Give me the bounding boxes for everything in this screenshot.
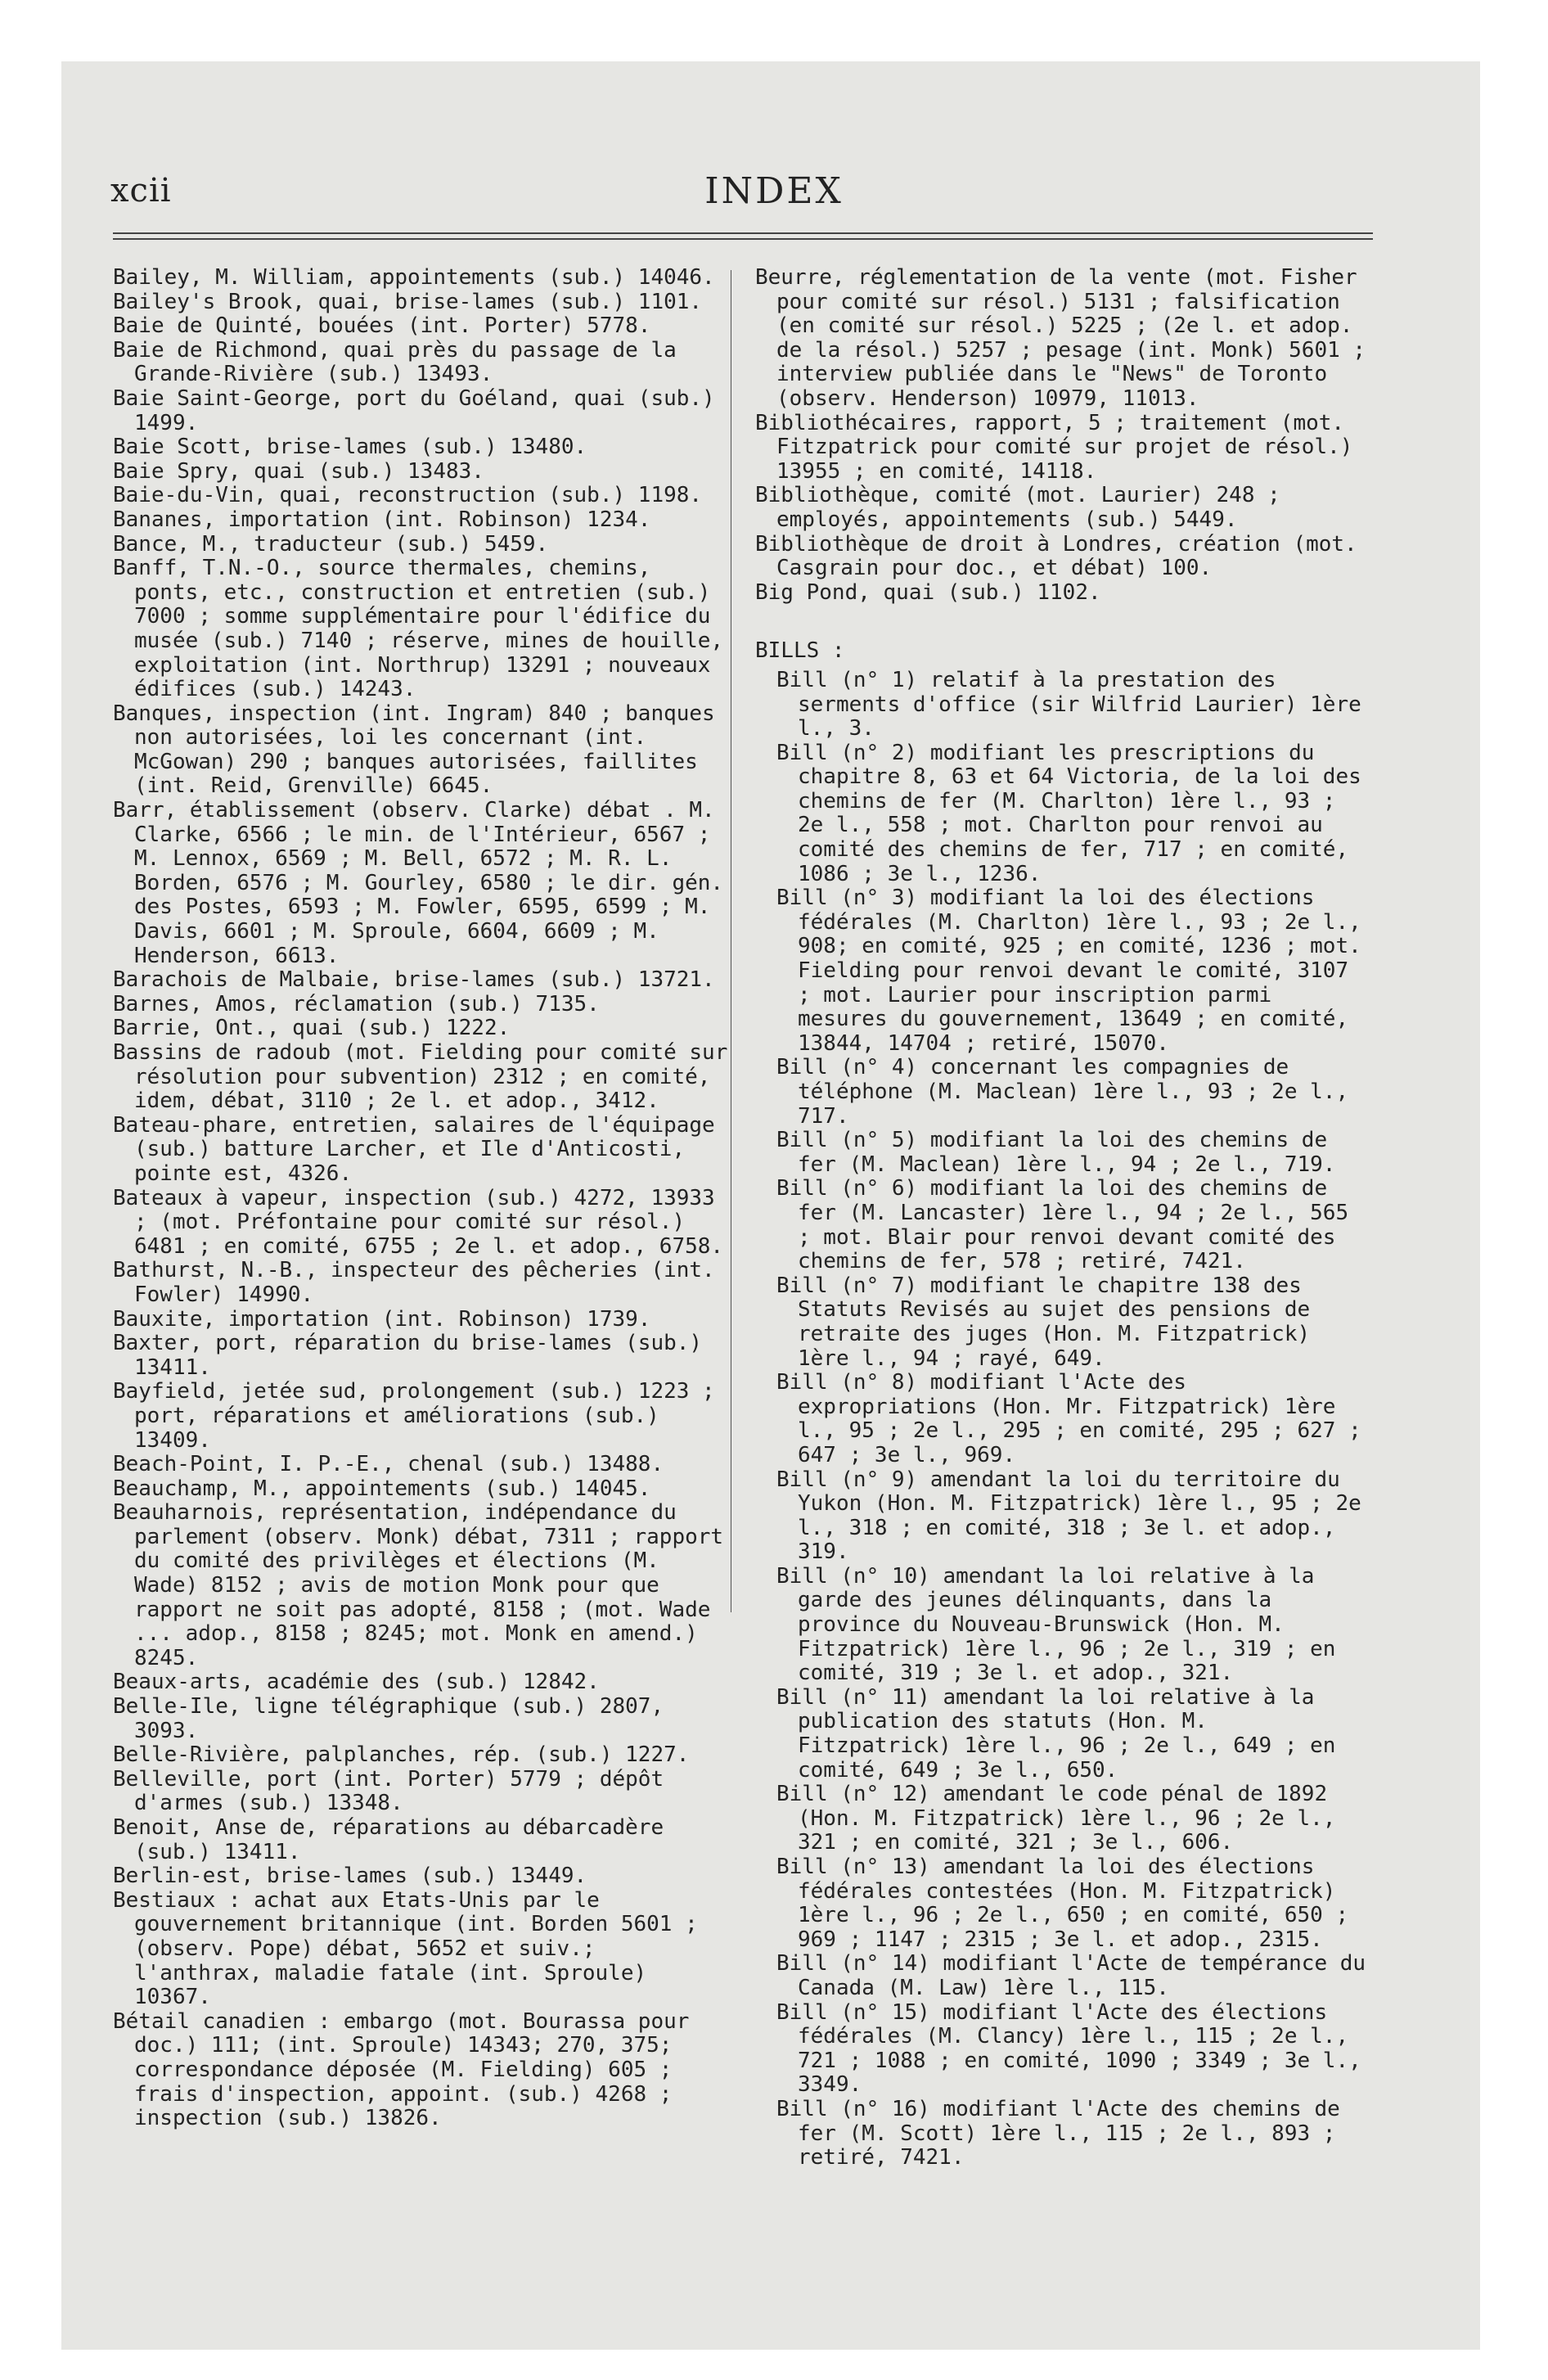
index-entry: Baie-du-Vin, quai, reconstruction (sub.) 1198. — [113, 483, 703, 508]
right-column-entries — [755, 266, 1373, 605]
index-entry: Bill (n° 6) modifiant la loi des chemins de fer (M. Lancaster) 1ère l., 94 ; 2e l., 565 ; mot. Blair pour renvoi devant comité des chemins de fer, 578 ; retiré, 7421. — [776, 1176, 1349, 1274]
index-entry: Bill (n° 4) concernant les compagnies de téléphone (M. Maclean) 1ère l., 93 ; 2e l., 717. — [776, 1055, 1349, 1129]
index-entry: Baie de Richmond, quai près du passage de la Grande-Rivière (sub.) 13493. — [113, 337, 677, 387]
index-entry: Bibliothèque de droit à Londres, création (mot. Casgrain pour doc., et débat) 100. — [755, 531, 1357, 581]
index-entry: Baie Saint-George, port du Goéland, quai (sub.) 1499. — [113, 385, 715, 435]
index-entry: Beauchamp, M., appointements (sub.) 14045. — [113, 1476, 651, 1501]
index-entry: Beauharnois, représentation, indépendance du parlement (observ. Monk) débat, 7311 ; rapport du comité des privilèges et élections (M. Wade) 8152 ; avis de motion Monk pour que rapport ne soit pas adopté, 8158 ; (mot. Wade ... adop., 8158 ; 8245; mot. Monk en amend.) 8245. — [113, 1500, 724, 1670]
index-entry: Big Pond, quai (sub.) 1102. — [755, 579, 1101, 605]
index-entry: Belle-Ile, ligne télégraphique (sub.) 2807, 3093. — [113, 1694, 664, 1743]
index-entry: Bill (n° 9) amendant la loi du territoire du Yukon (Hon. M. Fitzpatrick) 1ère l., 95 ; 2e l., 318 ; en comité, 318 ; 3e l. et adop., 319. — [776, 1467, 1361, 1565]
index-entry: Bill (n° 5) modifiant la loi des chemins de fer (M. Maclean) 1ère l., 94 ; 2e l., 719. — [776, 1128, 1336, 1177]
index-entry: Bill (n° 10) amendant la loi relative à la garde des jeunes délinquants, dans la province du Nouveau-Brunswick (Hon. M. Fitzpatrick) 1ère l., 96 ; 2e l., 319 ; en comité, 319 ; 3e l. et adop., 321. — [776, 1563, 1336, 1686]
index-entry: Baie Scott, brise-lames (sub.) 13480. — [113, 435, 587, 460]
index-entry: Bill (n° 7) modifiant le chapitre 138 des Statuts Revisés au sujet des pensions de retraite des juges (Hon. M. Fitzpatrick) 1ère l., 94 ; rayé, 649. — [776, 1273, 1311, 1371]
index-entry: Belleville, port (int. Porter) 5779 ; dépôt d'armes (sub.) 13348. — [113, 1766, 664, 1816]
index-entry: Bétail canadien : embargo (mot. Bourassa pour doc.) 111; (int. Sproule) 14343; 270, 375; correspondance déposée (M. Fielding) 605 ; frais d'inspection, appoint. (sub.) 4268 ; inspection (sub.) 13826. — [113, 2008, 690, 2131]
index-entry: Bill (n° 11) amendant la loi relative à la publication des statuts (Hon. M. Fitzpatrick) 1ère l., 96 ; 2e l., 649 ; en comité, 649 ; 3e l., 650. — [776, 1684, 1336, 1783]
index-entry: Barnes, Amos, réclamation (sub.) 7135. — [113, 991, 600, 1016]
index-entry: Benoit, Anse de, réparations au débarcadère (sub.) 13411. — [113, 1815, 664, 1864]
bills-heading: BILLS : — [755, 638, 845, 664]
index-entry: Beach-Point, I. P.-E., chenal (sub.) 13488. — [113, 1452, 664, 1477]
index-entry: Banques, inspection (int. Ingram) 840 ; banques non autorisées, loi les concernant (int. McGowan) 290 ; banques autorisées, faillites (int. Reid, Grenville) 6645. — [113, 701, 715, 799]
index-entry: Bill (n° 3) modifiant la loi des élections fédérales (M. Charlton) 1ère l., 93 ; 2e l., 908; en comité, 925 ; en comité, 1236 ; mot. Fielding pour renvoi devant le comité, 3107 ; mot. Laurier pour inscription parmi mesures du gouvernement, 13649 ; en comité, 13844, 14704 ; retiré, 15070. — [776, 886, 1361, 1056]
index-entry: Barachois de Malbaie, brise-lames (sub.) 13721. — [113, 967, 715, 993]
index-entry: Bance, M., traducteur (sub.) 5459. — [113, 531, 549, 557]
index-entry: Bill (n° 14) modifiant l'Acte de tempérance du Canada (M. Law) 1ère l., 115. — [776, 1951, 1366, 2000]
index-entry: Bathurst, N.-B., inspecteur des pêcheries (int. Fowler) 14990. — [113, 1258, 715, 1307]
right-column — [755, 266, 1373, 2170]
index-entry: Beurre, réglementation de la vente (mot. Fisher pour comité sur résol.) 5131 ; falsification (en comité sur résol.) 5225 ; (2e l. et adop. de la résol.) 5257 ; pesage (int. Monk) 5601 ; interview publiée dans le "News" de Toronto (observ. Henderson) 10979, 11013. — [755, 265, 1366, 411]
index-entry: Belle-Rivière, palplanches, rép. (sub.) 1227. — [113, 1742, 690, 1768]
index-entry: Baxter, port, réparation du brise-lames (sub.) 13411. — [113, 1331, 703, 1380]
index-entry: Barr, établissement (observ. Clarke) débat . M. Clarke, 6566 ; le min. de l'Intérieur, 6567 ; M. Lennox, 6569 ; M. Bell, 6572 ; M. R. L. Borden, 6576 ; M. Gourley, 6580 ; le dir. gén. des Postes, 6593 ; M. Fowler, 6595, 6599 ; M. Davis, 6601 ; M. Sproule, 6604, 6609 ; M. Henderson, 6613. — [113, 798, 724, 968]
index-entry: Bateaux à vapeur, inspection (sub.) 4272, 13933 ; (mot. Préfontaine pour comité sur résol.) 6481 ; en comité, 6755 ; 2e l. et adop., 6758. — [113, 1185, 724, 1259]
index-entry: Bill (n° 16) modifiant l'Acte des chemins de fer (M. Scott) 1ère l., 115 ; 2e l., 893 ; retiré, 7421. — [776, 2096, 1340, 2170]
index-entry: Berlin-est, brise-lames (sub.) 13449. — [113, 1864, 587, 1889]
index-entry: Bill (n° 1) relatif à la prestation des serments d'office (sir Wilfrid Laurier) 1ère l., 3. — [776, 667, 1361, 741]
index-entry: Bill (n° 2) modifiant les prescriptions du chapitre 8, 63 et 64 Victoria, de la loi des chemins de fer (M. Charlton) 1ère l., 93 ; 2e l., 558 ; mot. Charlton pour renvoi au comité des chemins de fer, 717 ; en comité, 1086 ; 3e l., 1236. — [776, 740, 1361, 886]
index-entry: Bill (n° 8) modifiant l'Acte des expropriations (Hon. Mr. Fitzpatrick) 1ère l., 95 ; 2e l., 295 ; en comité, 295 ; 627 ; 647 ; 3e l., 969. — [776, 1370, 1361, 1467]
index-entry: Bill (n° 13) amendant la loi des élections fédérales contestées (Hon. M. Fitzpatrick) 1ère l., 96 ; 2e l., 650 ; en comité, 650 ; 969 ; 1147 ; 2315 ; 3e l. et adop., 2315. — [776, 1855, 1349, 1952]
index-entry: Bayfield, jetée sud, prolongement (sub.) 1223 ; port, réparations et améliorations (sub.) 13409. — [113, 1379, 715, 1453]
index-entry: Barrie, Ont., quai (sub.) 1222. — [113, 1016, 511, 1041]
index-entry: Bibliothécaires, rapport, 5 ; traitement (mot. Fitzpatrick pour comité sur projet de résol.) 13955 ; en comité, 14118. — [755, 410, 1353, 484]
index-entry: Bibliothèque, comité (mot. Laurier) 248 ; employés, appointements (sub.) 5449. — [755, 483, 1280, 532]
index-entry: Banff, T.N.-O., source thermales, chemins, ponts, etc., construction et entretien (sub.) 7000 ; somme supplémentaire pour l'édifice du musée (sub.) 7140 ; réserve, mines de houille, exploitation (int. Northrup) 13291 ; nouveaux édifices (sub.) 14243. — [113, 556, 724, 702]
page-number: xcii — [110, 172, 172, 210]
index-entry: Bailey, M. William, appointements (sub.) 14046. — [113, 265, 715, 290]
index-entry: Beaux-arts, académie des (sub.) 12842. — [113, 1670, 600, 1695]
index-entry: Bill (n° 12) amendant le code pénal de 1892 (Hon. M. Fitzpatrick) 1ère l., 96 ; 2e l., 321 ; en comité, 321 ; 3e l., 606. — [776, 1782, 1336, 1855]
index-entry: Bassins de radoub (mot. Fielding pour comité sur résolution pour subvention) 2312 ; en comité, idem, débat, 3110 ; 2e l. et adop., 3412. — [113, 1040, 728, 1114]
bills-list — [755, 669, 1373, 2170]
index-entry: Bananes, importation (int. Robinson) 1234. — [113, 507, 651, 532]
index-entry: Bateau-phare, entretien, salaires de l'équipage (sub.) batture Larcher, et Ile d'Anticosti, pointe est, 4326. — [113, 1112, 715, 1186]
index-entry: Bill (n° 15) modifiant l'Acte des élections fédérales (M. Clancy) 1ère l., 115 ; 2e l., 721 ; 1088 ; en comité, 1090 ; 3349 ; 3e l., 3349. — [776, 1999, 1361, 2098]
index-entry: Bailey's Brook, quai, brise-lames (sub.) 1101. — [113, 289, 703, 314]
index-entry: Bestiaux : achat aux Etats-Unis par le gouvernement britannique (int. Borden 5601 ; (observ. Pope) débat, 5652 et suiv.; l'anthrax, maladie fatale (int. Sproule) 10367. — [113, 1887, 698, 2010]
page-title: INDEX — [704, 170, 844, 212]
left-column — [113, 266, 735, 2131]
index-entry: Bauxite, importation (int. Robinson) 1739. — [113, 1306, 651, 1332]
header-rule-bottom — [113, 238, 1373, 240]
index-entry: Baie Spry, quai (sub.) 13483. — [113, 458, 484, 484]
header-rule-top — [113, 232, 1373, 234]
index-entry: Baie de Quinté, bouées (int. Porter) 5778. — [113, 313, 651, 339]
